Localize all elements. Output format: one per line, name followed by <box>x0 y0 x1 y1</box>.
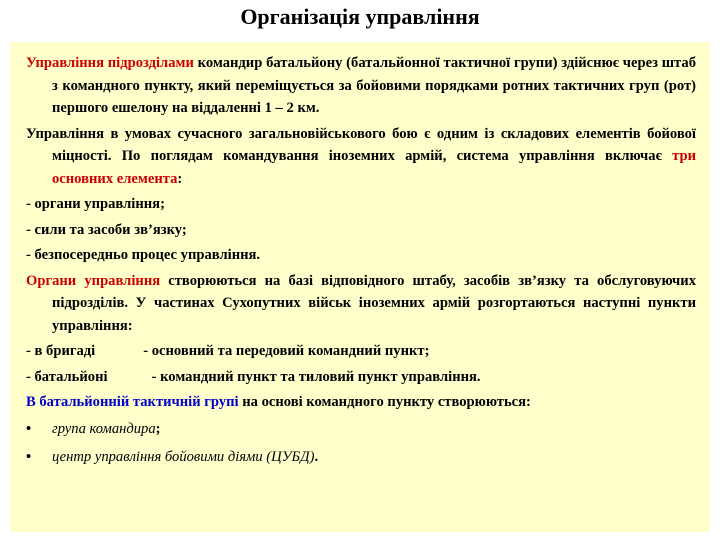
highlight-unit-control: Управління підрозділами <box>26 55 194 71</box>
bullet-text: центр управління бойовими діями (ЦУБД) <box>52 448 315 465</box>
paragraph-system <box>26 123 696 191</box>
bullet-item-combat-control-center <box>26 446 696 468</box>
list-item-communications: - сили та засоби зв’язку; <box>26 221 187 238</box>
bullet-item-commander-group <box>26 418 696 440</box>
bullet-dot-icon: • <box>26 420 32 437</box>
highlight-control-bodies: Органи управління <box>26 272 161 289</box>
paragraph-command <box>26 52 696 120</box>
line-battalion-right: - командний пункт та тиловий пункт управління. <box>151 368 481 385</box>
line-battalion <box>26 366 696 389</box>
paragraph-control-bodies <box>26 270 696 338</box>
paragraph-command-text: командир батальйону (батальйонної тактичної групи) здійснює через штаб з командного пункту, який переміщується за бойовими порядками ротних тактичних груп (рот) першого ешелону на віддаленні 1 – 2 км. <box>52 55 696 116</box>
paragraph-control-bodies-text: створюються на базі відповідного штабу, засобів зв’язку та обслуговуючих підрозділів. У частинах Сухопутних військ іноземних армій розгортаються наступні пункти управління: <box>52 272 696 334</box>
list-item-control-bodies: - органи управління; <box>26 196 165 212</box>
slide-title: Організація управління <box>240 4 480 29</box>
bullet-tail: . <box>314 448 319 465</box>
paragraph-btg <box>26 391 696 414</box>
highlight-three-elements: три основних елемента <box>52 148 696 187</box>
paragraph-btg-text: на основі командного пункту створюються: <box>238 394 531 410</box>
paragraph-system-tail: : <box>177 170 183 187</box>
paragraph-system-text: Управління в умовах сучасного загальновійськового бою є одним із складових елементів бойової міцності. По поглядам командування іноземних армій, система управління включає <box>26 125 696 164</box>
line-brigade <box>26 340 696 363</box>
list-item-control-process: - безпосередньо процес управління. <box>26 247 261 263</box>
highlight-btg: В батальйонній тактичній групі <box>26 394 239 410</box>
content-box <box>10 42 710 532</box>
bullet-dot-icon: • <box>26 448 32 465</box>
line-battalion-left: - батальйоні <box>26 368 108 385</box>
line-brigade-right: - основний та передовий командний пункт; <box>143 343 430 359</box>
bullet-tail: ; <box>155 420 161 437</box>
line-brigade-left: - в бригаді <box>26 343 96 359</box>
bullet-text: група командира <box>52 420 156 437</box>
